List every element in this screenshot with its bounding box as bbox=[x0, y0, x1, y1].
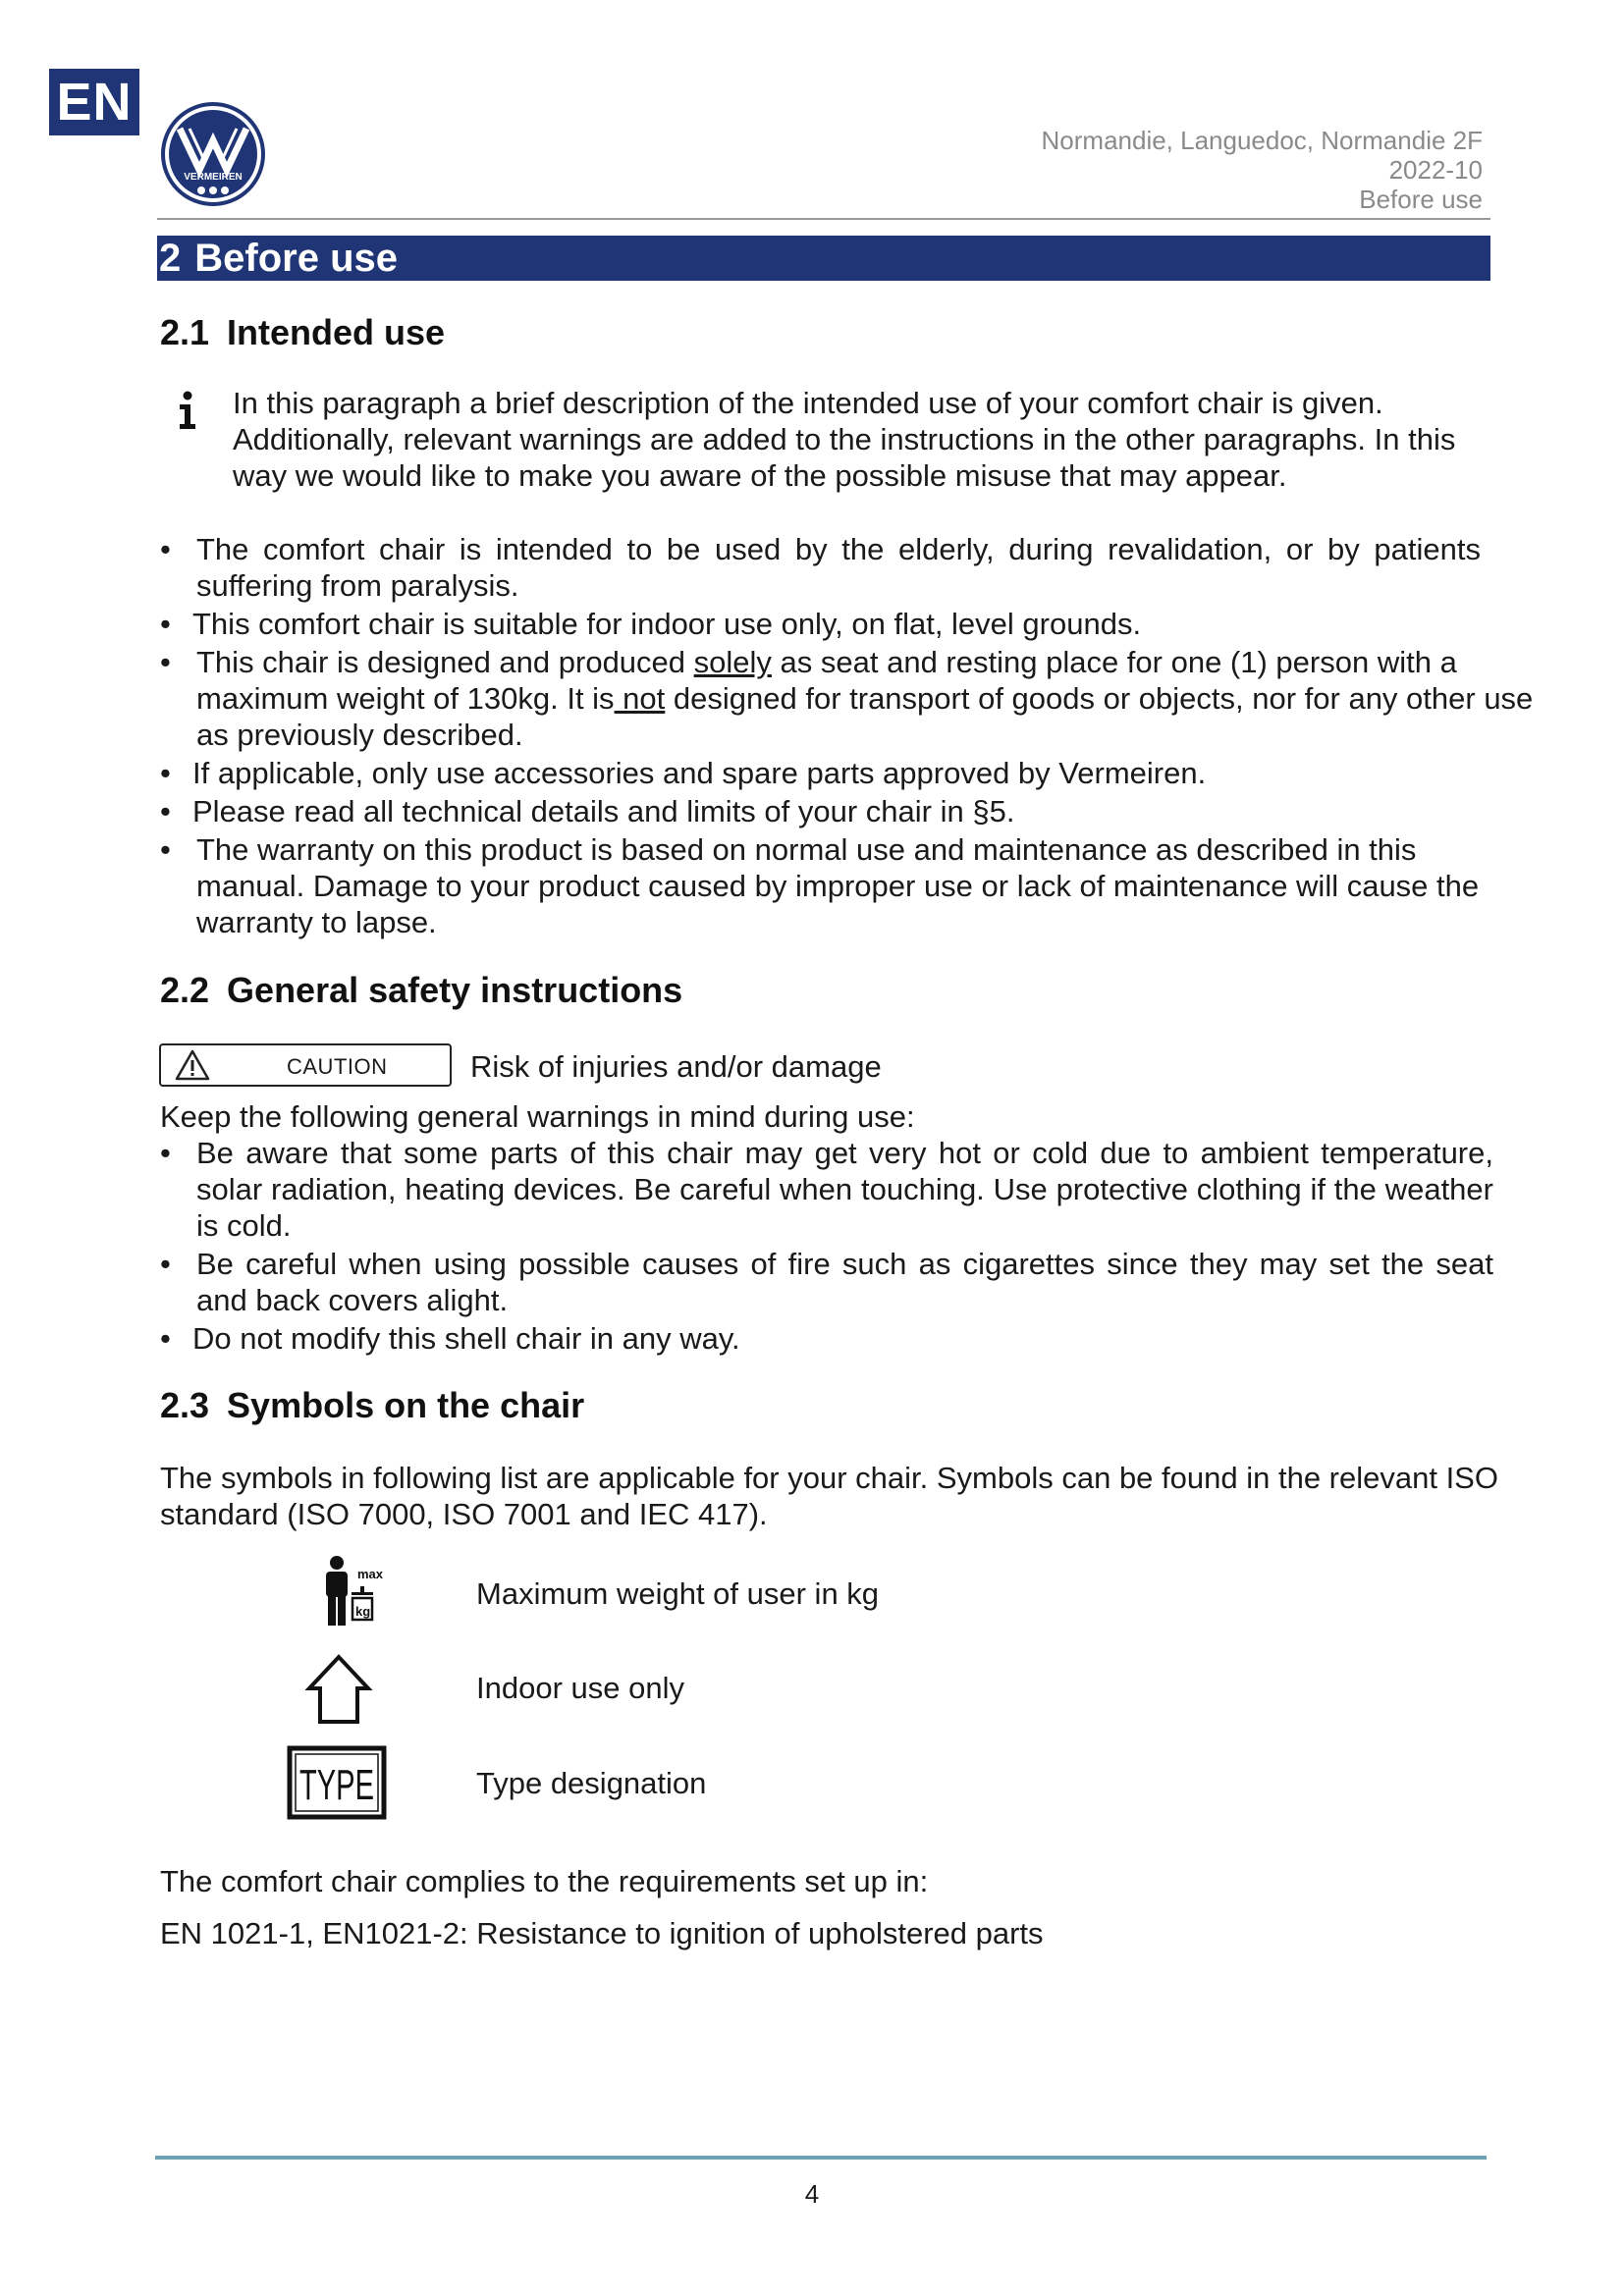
list-item: • Be careful when using possible causes of fire such as cigarettes since they may set the seat and back covers alight. bbox=[160, 1246, 1493, 1318]
header-section: Before use bbox=[1359, 185, 1483, 214]
list-item: • The comfort chair is intended to be used by the elderly, during revalidation, or by patients suffering from paralysis. bbox=[160, 531, 1481, 604]
caution-label: CAUTION bbox=[287, 1054, 388, 1079]
max-weight-icon bbox=[285, 1553, 393, 1641]
symbols-intro: The symbols in following list are applicable for your chair. Symbols can be found in the relevant ISO standard (ISO 7000, ISO 7001 and IEC 417). bbox=[160, 1461, 1498, 1531]
language-tab: EN bbox=[49, 69, 139, 135]
header-product: Normandie, Languedoc, Normandie 2F bbox=[1041, 126, 1483, 155]
header-date: 2022-10 bbox=[1388, 155, 1483, 185]
info-icon bbox=[177, 391, 198, 430]
page-number: 4 bbox=[804, 2179, 820, 2209]
list-item: • This comfort chair is suitable for indoor use only, on flat, level grounds. bbox=[160, 606, 1481, 642]
symbol-row-indoor bbox=[285, 1647, 1070, 1735]
chapter-number: 2 bbox=[159, 237, 182, 280]
safety-list bbox=[160, 1135, 1493, 1359]
vermeiren-logo bbox=[160, 101, 266, 207]
warning-triangle-icon bbox=[175, 1049, 210, 1081]
symbol-row-max-weight bbox=[285, 1553, 1070, 1641]
svg-text:TYPE: TYPE bbox=[299, 1761, 374, 1809]
caution-label-box bbox=[159, 1043, 452, 1087]
symbol-label: Type designation bbox=[476, 1766, 707, 1800]
caution-text: Risk of injuries and/or damage bbox=[470, 1049, 882, 1084]
list-item: • Do not modify this shell chair in any way. bbox=[160, 1320, 1493, 1357]
list-item: • Be aware that some parts of this chair may get very hot or cold due to ambient temperature, solar radiation, heating devices. Be careful when touching. Use protective clothing if the weather is cold. bbox=[160, 1135, 1493, 1244]
standard-text: EN 1021-1, EN1021-2: Resistance to ignition of upholstered parts bbox=[160, 1916, 1044, 1950]
list-item: • The warranty on this product is based on normal use and maintenance as described in this manual. Damage to your product caused by improper use or lack of maintenance will cause the warranty to lapse. bbox=[160, 831, 1481, 940]
intended-use-list bbox=[160, 531, 1534, 942]
logo-text: VERMEIREN bbox=[184, 172, 243, 183]
header-meta bbox=[1042, 126, 1483, 214]
svg-text:kg: kg bbox=[355, 1604, 371, 1619]
footer-divider bbox=[155, 2156, 1487, 2160]
list-item: • If applicable, only use accessories and spare parts approved by Vermeiren. bbox=[160, 755, 1481, 791]
symbol-label: Indoor use only bbox=[476, 1671, 684, 1705]
indoor-house-icon bbox=[285, 1647, 393, 1735]
header-divider bbox=[157, 218, 1490, 220]
safety-lead: Keep the following general warnings in mind during use: bbox=[160, 1099, 915, 1134]
list-item: • This chair is designed and produced solely as seat and resting place for one (1) person with a maximum weight of 130kg. It is not designed for transport of goods or objects, nor for any other use as previously described. bbox=[160, 644, 1542, 753]
symbol-label: Maximum weight of user in kg bbox=[476, 1576, 880, 1611]
chapter-title: Before use bbox=[194, 237, 398, 280]
symbol-row-type bbox=[285, 1742, 1070, 1831]
type-icon bbox=[285, 1742, 393, 1831]
complies-text: The comfort chair complies to the requirements set up in: bbox=[160, 1864, 929, 1898]
section-heading-symbols: 2.3 Symbols on the chair bbox=[160, 1385, 585, 1425]
intended-use-intro: In this paragraph a brief description of the intended use of your comfort chair is given. Additionally, relevant warnings are added to the instructions in the other paragraphs. In this way we would like to make you aware of the possible misuse that may appear. bbox=[233, 386, 1456, 493]
svg-text:max: max bbox=[357, 1567, 384, 1581]
section-heading-intended-use: 2.1 Intended use bbox=[160, 312, 446, 352]
section-heading-safety: 2.2 General safety instructions bbox=[160, 970, 683, 1010]
list-item: • Please read all technical details and limits of your chair in §5. bbox=[160, 793, 1481, 829]
chapter-heading bbox=[157, 236, 1490, 281]
